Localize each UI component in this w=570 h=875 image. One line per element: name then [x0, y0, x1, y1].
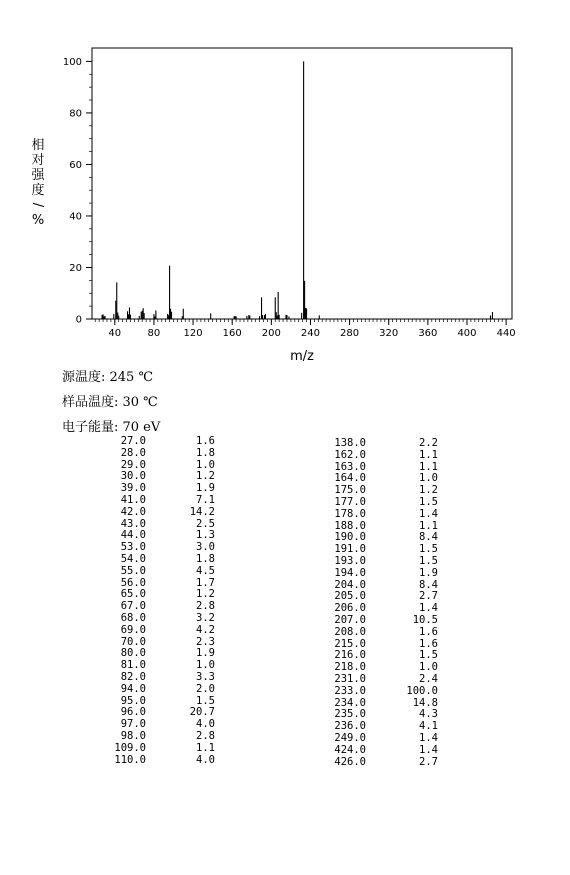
relative-intensity: 2.5 [196, 517, 215, 530]
relative-intensity: 1.5 [419, 543, 438, 556]
mz-value: 68.0 [120, 611, 146, 624]
table-row [300, 568, 470, 580]
mz-value: 55.0 [120, 564, 146, 577]
y-tick-label: 60 [69, 159, 82, 171]
table-row [70, 755, 230, 767]
relative-intensity: 1.9 [196, 482, 215, 495]
y-axis-label [30, 137, 45, 228]
mz-value: 42.0 [120, 505, 146, 518]
relative-intensity: 1.2 [419, 484, 438, 497]
table-row [300, 580, 470, 592]
relative-intensity: 1.1 [419, 519, 438, 532]
x-tick-label: 320 [379, 328, 399, 339]
mass-spectrum-chart [0, 0, 570, 370]
x-tick-label: 280 [340, 328, 360, 339]
mz-value: 191.0 [334, 543, 366, 556]
mz-value: 43.0 [120, 517, 146, 530]
relative-intensity: 1.5 [419, 554, 438, 567]
relative-intensity: 2.8 [196, 729, 215, 742]
chart-peaks [102, 61, 492, 319]
y-tick-label: 80 [69, 108, 82, 120]
mz-value: 207.0 [334, 613, 366, 626]
relative-intensity: 1.0 [419, 661, 438, 674]
table-row [300, 627, 470, 639]
table-row [300, 650, 470, 662]
x-tick-label: 40 [108, 328, 122, 339]
table-row [300, 544, 470, 556]
relative-intensity: 1.1 [419, 460, 438, 473]
table-row [300, 591, 470, 603]
x-tick-label: 120 [183, 328, 203, 339]
relative-intensity: 10.5 [412, 613, 438, 626]
mz-value: 426.0 [334, 755, 366, 768]
mz-value: 164.0 [334, 472, 366, 485]
relative-intensity: 100.0 [406, 684, 438, 697]
relative-intensity: 1.9 [196, 647, 215, 660]
relative-intensity: 4.0 [196, 753, 215, 766]
mz-value: 163.0 [334, 460, 366, 473]
relative-intensity: 1.1 [419, 448, 438, 461]
mz-value: 67.0 [120, 600, 146, 613]
relative-intensity: 1.4 [419, 731, 438, 744]
mz-value: 424.0 [334, 743, 366, 756]
relative-intensity: 2.2 [419, 437, 438, 449]
table-row [300, 698, 470, 710]
mz-value: 81.0 [120, 659, 146, 672]
table-row [70, 448, 230, 460]
relative-intensity: 1.4 [419, 507, 438, 520]
mz-value: 175.0 [334, 484, 366, 497]
mz-value: 29.0 [120, 458, 146, 471]
relative-intensity: 1.5 [419, 649, 438, 662]
table-row [70, 495, 230, 507]
y-label-char: / [30, 202, 45, 208]
relative-intensity: 8.4 [419, 531, 438, 544]
y-tick-label: 100 [62, 56, 82, 68]
mz-value: 27.0 [120, 435, 146, 447]
table-row [300, 462, 470, 474]
mz-value: 231.0 [334, 672, 366, 685]
relative-intensity: 1.9 [419, 566, 438, 579]
mz-value: 69.0 [120, 623, 146, 636]
mz-value: 234.0 [334, 696, 366, 709]
y-label-char: % [31, 213, 45, 228]
mz-value: 205.0 [334, 590, 366, 603]
mz-value: 162.0 [334, 448, 366, 461]
relative-intensity: 1.1 [196, 741, 215, 754]
chart-ticks [63, 57, 516, 339]
table-row [70, 743, 230, 755]
table-row [70, 672, 230, 684]
mz-value: 188.0 [334, 519, 366, 532]
mz-value: 54.0 [120, 552, 146, 565]
relative-intensity: 2.7 [419, 755, 438, 768]
table-row [300, 745, 470, 757]
mz-value: 218.0 [334, 661, 366, 674]
table-row [300, 556, 470, 568]
plot-frame [92, 48, 512, 319]
peak-table-right [300, 438, 470, 768]
mz-value: 96.0 [120, 706, 146, 719]
mz-value: 204.0 [334, 578, 366, 591]
table-row [70, 731, 230, 743]
relative-intensity: 1.0 [196, 659, 215, 672]
mz-value: 39.0 [120, 482, 146, 495]
mz-value: 216.0 [334, 649, 366, 662]
mz-value: 95.0 [120, 694, 146, 707]
relative-intensity: 1.4 [419, 743, 438, 756]
relative-intensity: 2.3 [196, 635, 215, 648]
y-tick-label: 40 [69, 211, 82, 223]
relative-intensity: 1.6 [419, 637, 438, 650]
table-row [300, 473, 470, 485]
mz-value: 193.0 [334, 554, 366, 567]
mz-value: 97.0 [120, 718, 146, 731]
x-tick-label: 400 [457, 328, 477, 339]
relative-intensity: 8.4 [419, 578, 438, 591]
relative-intensity: 1.0 [196, 458, 215, 471]
table-row [300, 450, 470, 462]
relative-intensity: 2.0 [196, 682, 215, 695]
mz-value: 53.0 [120, 541, 146, 554]
mz-value: 44.0 [120, 529, 146, 542]
relative-intensity: 2.7 [419, 590, 438, 603]
y-label-char: 度 [31, 183, 45, 198]
relative-intensity: 4.1 [419, 720, 438, 733]
table-row [70, 507, 230, 519]
relative-intensity: 1.6 [196, 435, 215, 447]
table-row [300, 521, 470, 533]
table-row [300, 662, 470, 674]
mz-value: 233.0 [334, 684, 366, 697]
relative-intensity: 1.2 [196, 470, 215, 483]
y-label-char: 相 [31, 138, 45, 153]
table-row [70, 566, 230, 578]
x-tick-label: 240 [300, 328, 321, 339]
mz-value: 65.0 [120, 588, 146, 601]
mz-value: 178.0 [334, 507, 366, 520]
relative-intensity: 1.0 [419, 472, 438, 485]
x-axis-label: m/z [290, 349, 314, 364]
table-row [70, 625, 230, 637]
mz-value: 82.0 [120, 670, 146, 683]
relative-intensity: 7.1 [196, 493, 215, 506]
mz-value: 110.0 [114, 753, 146, 766]
relative-intensity: 1.2 [196, 588, 215, 601]
peak-table-left [70, 436, 230, 766]
table-row [300, 733, 470, 745]
relative-intensity: 2.4 [419, 672, 438, 685]
relative-intensity: 1.7 [196, 576, 215, 589]
mz-value: 28.0 [120, 446, 146, 459]
mz-value: 138.0 [334, 437, 366, 449]
table-row [300, 509, 470, 521]
table-row [300, 686, 470, 698]
relative-intensity: 2.8 [196, 600, 215, 613]
relative-intensity: 1.6 [419, 625, 438, 638]
relative-intensity: 1.5 [196, 694, 215, 707]
table-row [70, 613, 230, 625]
mz-value: 215.0 [334, 637, 366, 650]
mz-value: 208.0 [334, 625, 366, 638]
mz-value: 109.0 [114, 741, 146, 754]
relative-intensity: 3.3 [196, 670, 215, 683]
relative-intensity: 3.2 [196, 611, 215, 624]
mz-value: 177.0 [334, 495, 366, 508]
relative-intensity: 1.8 [196, 552, 215, 565]
table-row [300, 757, 470, 769]
table-row [300, 615, 470, 627]
x-tick-label: 80 [147, 328, 161, 339]
relative-intensity: 14.2 [189, 505, 215, 518]
relative-intensity: 4.0 [196, 718, 215, 731]
x-tick-label: 200 [261, 328, 281, 339]
table-row [70, 684, 230, 696]
mz-value: 190.0 [334, 531, 366, 544]
mz-value: 70.0 [120, 635, 146, 648]
mz-value: 249.0 [334, 731, 366, 744]
table-row [70, 554, 230, 566]
relative-intensity: 14.8 [412, 696, 438, 709]
mz-value: 236.0 [334, 720, 366, 733]
x-tick-label: 360 [418, 328, 438, 339]
mz-value: 98.0 [120, 729, 146, 742]
sample-temperature: 样品温度: 30 ℃ [62, 395, 158, 410]
relative-intensity: 4.2 [196, 623, 215, 636]
table-row [300, 709, 470, 721]
mz-value: 94.0 [120, 682, 146, 695]
relative-intensity: 1.4 [419, 602, 438, 615]
table-row [300, 603, 470, 615]
relative-intensity: 1.3 [196, 529, 215, 542]
relative-intensity: 3.0 [196, 541, 215, 554]
y-label-char: 对 [31, 153, 45, 168]
mz-value: 30.0 [120, 470, 146, 483]
y-tick-label: 0 [75, 314, 82, 326]
electron-energy: 电子能量: 70 eV [62, 420, 161, 435]
mz-value: 235.0 [334, 708, 366, 721]
table-row [300, 674, 470, 686]
mz-value: 56.0 [120, 576, 146, 589]
y-label-char: 强 [31, 168, 45, 183]
mz-value: 41.0 [120, 493, 146, 506]
relative-intensity: 4.3 [419, 708, 438, 721]
relative-intensity: 20.7 [189, 706, 215, 719]
source-temperature: 源温度: 245 ℃ [62, 370, 154, 385]
table-row [300, 485, 470, 497]
mz-value: 80.0 [120, 647, 146, 660]
x-tick-label: 440 [496, 328, 516, 339]
table-row [300, 438, 470, 450]
chart-axes [92, 48, 512, 319]
relative-intensity: 1.5 [419, 495, 438, 508]
relative-intensity: 4.5 [196, 564, 215, 577]
table-row [300, 532, 470, 544]
x-tick-label: 160 [222, 328, 242, 339]
table-row [300, 497, 470, 509]
mz-value: 194.0 [334, 566, 366, 579]
table-row [300, 639, 470, 651]
y-tick-label: 20 [69, 262, 82, 274]
mz-value: 206.0 [334, 602, 366, 615]
table-row [300, 721, 470, 733]
relative-intensity: 1.8 [196, 446, 215, 459]
